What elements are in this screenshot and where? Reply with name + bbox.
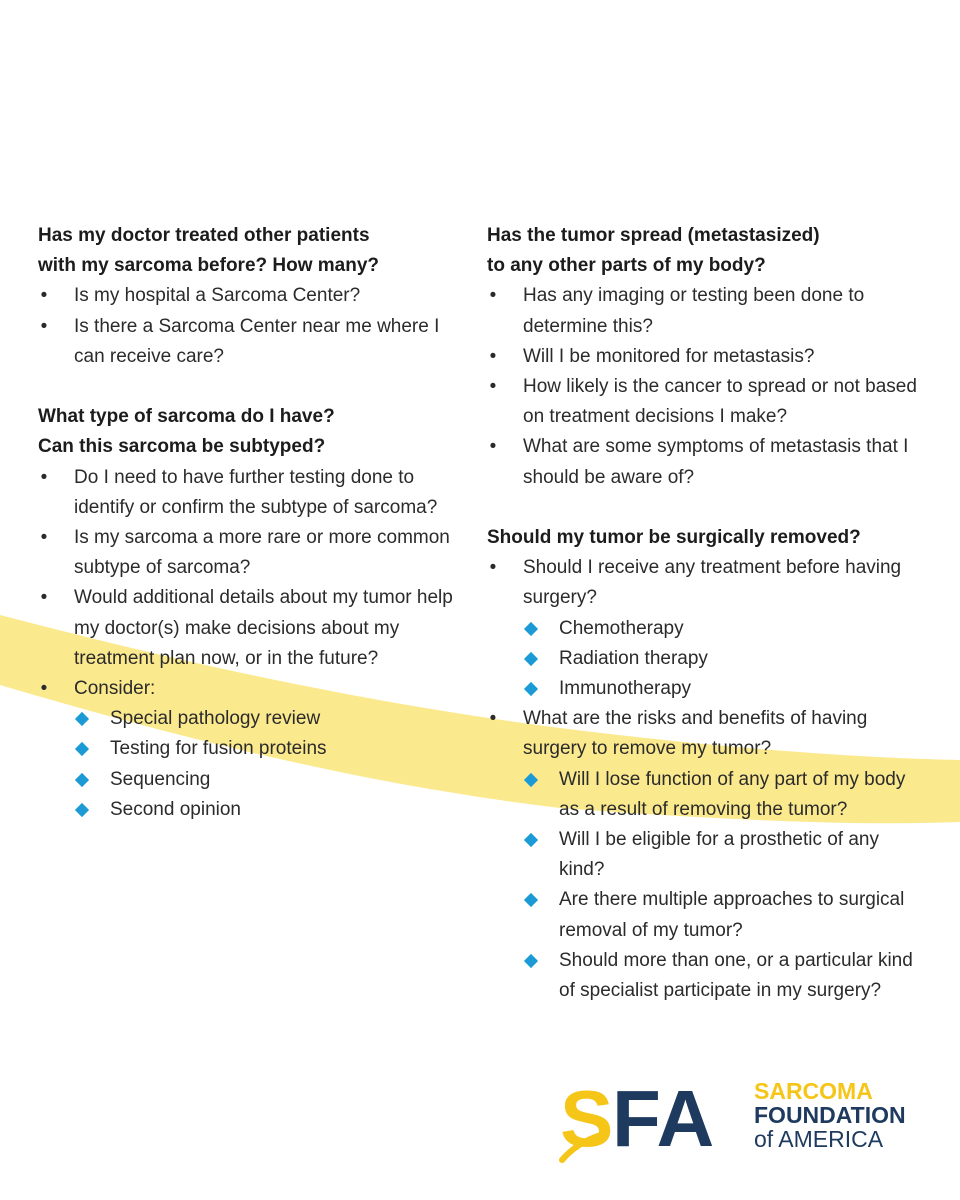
bullet-icon: • (40, 587, 48, 609)
bullet-icon: • (40, 466, 48, 488)
logo-line-sarcoma: SARCOMA (754, 1078, 873, 1104)
question-sarcoma-type: What type of sarcoma do I have? Can this sarcoma be subtyped? (38, 406, 335, 458)
question-metastasis: Has the tumor spread (metastasized) to any other parts of my body? (487, 225, 820, 277)
diamond-icon (524, 893, 538, 907)
logo-mark-s: S (560, 1076, 614, 1163)
sub-list (523, 765, 927, 1007)
logo-line-america: of AMERICA (754, 1126, 884, 1152)
right-column (487, 221, 927, 1006)
diamond-icon (524, 954, 538, 968)
list-item: • Consider: Special pathology review Testing for fusion proteins Sequencing Second opinion (38, 674, 468, 825)
sub-list (523, 614, 927, 705)
question-surgery: Should my tumor be surgically removed? (487, 527, 861, 549)
list-item: • Should I receive any treatment before having surgery? Chemotherapy Radiation therapy Immunotherapy (487, 553, 927, 704)
bullet-list (38, 463, 468, 825)
diamond-icon (75, 742, 89, 756)
sub-list-item: Will I lose function of any part of my body as a result of removing the tumor? (523, 765, 927, 825)
sub-list-item: Second opinion (74, 795, 468, 825)
sub-list-item: Will I be eligible for a prosthetic of any kind? (523, 825, 927, 885)
list-item: • Will I be monitored for metastasis? (487, 342, 927, 372)
sub-list (74, 704, 468, 825)
sub-list-item: Should more than one, or a particular kind of specialist participate in my surgery? (523, 946, 927, 1006)
list-item: • Has any imaging or testing been done to determine this? (487, 281, 927, 341)
bullet-icon: • (489, 557, 497, 579)
diamond-icon (524, 622, 538, 636)
bullet-icon: • (40, 678, 48, 700)
list-item: • Is my sarcoma a more rare or more common subtype of sarcoma? (38, 523, 468, 583)
bullet-icon: • (489, 345, 497, 367)
sub-list-item: Special pathology review (74, 704, 468, 734)
left-column (38, 221, 468, 825)
sub-list-item: Sequencing (74, 765, 468, 795)
sub-list-item: Immunotherapy (523, 674, 927, 704)
logo-mark-fa: FA (612, 1076, 715, 1163)
bullet-list (487, 553, 927, 1006)
list-item: • Is there a Sarcoma Center near me where I can receive care? (38, 312, 468, 372)
sfa-logo-mark (556, 1076, 746, 1164)
bullet-list (487, 281, 927, 492)
logo-line-foundation: FOUNDATION (754, 1102, 906, 1128)
bullet-icon: • (40, 527, 48, 549)
diamond-icon (524, 833, 538, 847)
diamond-icon (524, 682, 538, 696)
sfa-logo (556, 1076, 936, 1164)
bullet-list (38, 281, 468, 372)
list-item: • What are the risks and benefits of having surgery to remove my tumor? Will I lose function of any part of my body as a result of removing the tumor? Will I be eligible for a prosthetic of any kind? Are there multiple approaches to surgical removal of my tumor? Should more than one, or a particular kind of specialist participate in my surgery? (487, 704, 927, 1006)
bullet-icon: • (489, 708, 497, 730)
bullet-icon: • (489, 285, 497, 307)
diamond-icon (524, 652, 538, 666)
bullet-icon: • (40, 315, 48, 337)
diamond-icon (75, 803, 89, 817)
list-item: • Is my hospital a Sarcoma Center? (38, 281, 468, 311)
list-item: • Do I need to have further testing done to identify or confirm the subtype of sarcoma? (38, 463, 468, 523)
sub-list-item: Radiation therapy (523, 644, 927, 674)
diamond-icon (75, 712, 89, 726)
sub-list-item: Are there multiple approaches to surgical removal of my tumor? (523, 885, 927, 945)
list-item: • Would additional details about my tumor help my doctor(s) make decisions about my treatment plan now, or in the future? (38, 583, 468, 674)
question-doctor-experience: Has my doctor treated other patients with my sarcoma before? How many? (38, 225, 380, 277)
bullet-icon: • (489, 376, 497, 398)
diamond-icon (75, 773, 89, 787)
bullet-icon: • (40, 285, 48, 307)
logo-wordmark (754, 1079, 906, 1151)
sub-list-item: Chemotherapy (523, 614, 927, 644)
list-item: • How likely is the cancer to spread or not based on treatment decisions I make? (487, 372, 927, 432)
list-item: • What are some symptoms of metastasis that I should be aware of? (487, 432, 927, 492)
sub-list-item: Testing for fusion proteins (74, 734, 468, 764)
bullet-icon: • (489, 436, 497, 458)
diamond-icon (524, 773, 538, 787)
